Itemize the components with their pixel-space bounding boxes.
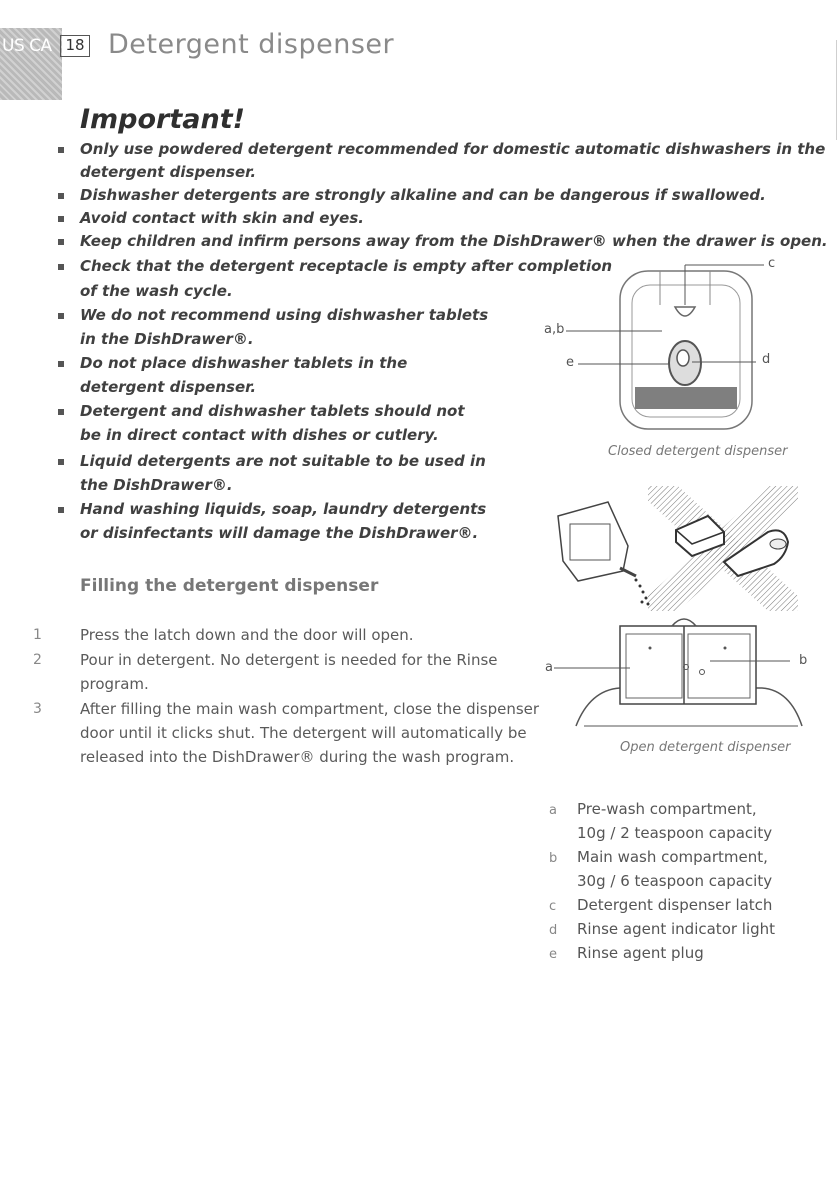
important-item: Hand washing liquids, soap, laundry detergents (80, 500, 487, 518)
important-item: or disinfectants will damage the DishDrawer®. (80, 524, 479, 542)
important-item: detergent dispenser. (80, 378, 257, 396)
important-item: the DishDrawer®. (80, 476, 233, 494)
step-text: released into the DishDrawer® during the wash program. (80, 748, 515, 766)
important-item: Keep children and infirm persons away from the DishDrawer® when the drawer is open. (80, 232, 828, 250)
bullet-icon (58, 361, 64, 367)
bullet-icon (58, 409, 64, 415)
important-item: Avoid contact with skin and eyes. (80, 209, 364, 227)
label-a: a (545, 660, 553, 675)
bullet-icon (58, 239, 64, 245)
legend-key: d (549, 923, 558, 938)
label-b: b (799, 653, 808, 668)
label-e: e (566, 355, 574, 370)
important-item: Do not place dishwasher tablets in the (80, 354, 408, 372)
step-text: Press the latch down and the door will open. (80, 626, 414, 644)
important-item: Detergent and dishwasher tablets should not (80, 402, 465, 420)
step-text: After filling the main wash compartment, close the dispenser (80, 700, 540, 718)
closed-dispenser-illustration (520, 255, 820, 445)
step-number: 1 (33, 627, 42, 643)
bullet-icon (58, 147, 64, 153)
region-label: US CA (2, 36, 52, 56)
important-item: be in direct contact with dishes or cutlery. (80, 426, 439, 444)
bullet-icon (58, 313, 64, 319)
important-heading: Important! (80, 104, 245, 135)
bullet-icon (58, 193, 64, 199)
step-text: Pour in detergent. No detergent is needed for the Rinse (80, 651, 498, 669)
legend-key: c (549, 899, 557, 914)
important-item: in the DishDrawer®. (80, 330, 254, 348)
filling-heading: Filling the detergent dispenser (80, 576, 379, 596)
important-item: We do not recommend using dishwasher tablets (80, 306, 489, 324)
step-text: program. (80, 675, 149, 693)
legend-text: 30g / 6 teaspoon capacity (577, 872, 773, 890)
edge-rule (836, 40, 837, 140)
bullet-icon (58, 216, 64, 222)
important-item: Dishwasher detergents are strongly alkaline and can be dangerous if swallowed. (80, 186, 766, 204)
closed-caption: Closed detergent dispenser (608, 444, 788, 459)
label-ab: a,b (544, 322, 565, 337)
no-tablets-liquids-illustration (548, 476, 808, 616)
legend-key: e (549, 947, 557, 962)
label-d: d (762, 352, 771, 367)
legend-text: Rinse agent plug (577, 944, 704, 962)
legend-key: b (549, 851, 558, 866)
step-number: 3 (33, 701, 42, 717)
legend-text: 10g / 2 teaspoon capacity (577, 824, 773, 842)
page-title: Detergent dispenser (108, 29, 395, 60)
important-item: Check that the detergent receptacle is empty after completion (80, 257, 613, 275)
step-text: door until it clicks shut. The detergent will automatically be (80, 724, 527, 742)
legend-text: Pre-wash compartment, (577, 800, 757, 818)
open-caption: Open detergent dispenser (620, 740, 791, 755)
open-dispenser-illustration (540, 604, 830, 744)
label-c: c (768, 256, 776, 271)
legend-text: Detergent dispenser latch (577, 896, 773, 914)
bullet-icon (58, 264, 64, 270)
page-number: 18 (60, 35, 90, 57)
legend-text: Rinse agent indicator light (577, 920, 776, 938)
important-item: Only use powdered detergent recommended for domestic automatic dishwashers in the (80, 140, 826, 158)
bullet-icon (58, 459, 64, 465)
step-number: 2 (33, 652, 42, 668)
important-item: detergent dispenser. (80, 163, 257, 181)
legend-text: Main wash compartment, (577, 848, 768, 866)
legend-key: a (549, 803, 557, 818)
important-item: of the wash cycle. (80, 282, 233, 300)
important-item: Liquid detergents are not suitable to be used in (80, 452, 486, 470)
bullet-icon (58, 507, 64, 513)
